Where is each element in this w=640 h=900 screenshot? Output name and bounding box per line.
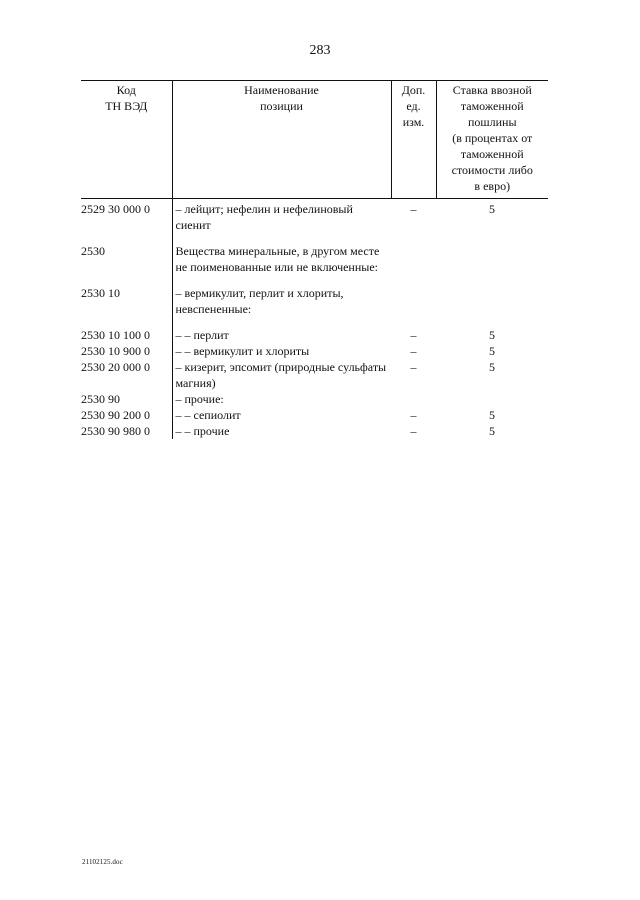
rate-cell bbox=[436, 275, 548, 317]
header-rate: Ставка ввозной таможенной пошлины (в процентах от таможенной стоимости либо в евро) bbox=[436, 81, 548, 199]
name-cell: – вермикулит, перлит и хлориты, невспененные: bbox=[175, 286, 344, 316]
name-cell: – – прочие bbox=[175, 424, 230, 438]
name-cell: – лейцит; нефелин и нефелиновый сиенит bbox=[175, 202, 353, 232]
name-cell: – кизерит, эпсомит (природные сульфаты магния) bbox=[175, 360, 387, 390]
table-row bbox=[81, 317, 548, 343]
rate-cell: 5 bbox=[489, 344, 495, 358]
table-header bbox=[81, 81, 548, 199]
unit-cell: – bbox=[410, 344, 417, 358]
table-row bbox=[81, 275, 548, 317]
tariff-table bbox=[81, 80, 548, 439]
rate-cell: 5 bbox=[489, 408, 495, 422]
unit-cell bbox=[391, 233, 436, 275]
unit-cell: – bbox=[410, 408, 417, 422]
name-cell: – прочие: bbox=[175, 392, 224, 406]
table-row bbox=[81, 359, 548, 391]
code-cell: 2530 90 bbox=[81, 391, 172, 407]
rate-cell: 5 bbox=[489, 360, 495, 374]
rate-cell bbox=[436, 391, 548, 407]
header-code: Код ТН ВЭД bbox=[81, 81, 172, 199]
unit-cell bbox=[391, 391, 436, 407]
header-unit: Доп. ед. изм. bbox=[391, 81, 436, 199]
code-cell: 2530 20 000 0 bbox=[81, 359, 172, 391]
name-cell: – – вермикулит и хлориты bbox=[175, 344, 310, 358]
code-cell: 2530 10 100 0 bbox=[81, 317, 172, 343]
rate-cell: 5 bbox=[489, 328, 495, 342]
document-filename: 21102125.doc bbox=[82, 858, 123, 866]
rate-cell bbox=[436, 233, 548, 275]
table-row bbox=[81, 423, 548, 439]
table-row bbox=[81, 199, 548, 234]
page-number: 283 bbox=[309, 43, 331, 58]
table-body bbox=[81, 199, 548, 440]
unit-cell: – bbox=[410, 202, 417, 216]
code-cell: 2530 10 bbox=[81, 275, 172, 317]
code-cell: 2529 30 000 0 bbox=[81, 199, 172, 234]
name-cell: Вещества минеральные, в другом месте не поименованные или не включенные: bbox=[175, 244, 380, 274]
rate-cell: 5 bbox=[489, 202, 495, 216]
code-cell: 2530 90 200 0 bbox=[81, 407, 172, 423]
table-row bbox=[81, 391, 548, 407]
name-cell: – – перлит bbox=[175, 328, 229, 342]
table-row bbox=[81, 233, 548, 275]
unit-cell: – bbox=[410, 360, 417, 374]
code-cell: 2530 10 900 0 bbox=[81, 343, 172, 359]
code-cell: 2530 bbox=[81, 233, 172, 275]
rate-cell: 5 bbox=[489, 424, 495, 438]
unit-cell: – bbox=[410, 424, 417, 438]
unit-cell: – bbox=[410, 328, 417, 342]
header-name: Наименование позиции bbox=[172, 81, 391, 199]
table-row bbox=[81, 407, 548, 423]
name-cell: – – сепиолит bbox=[175, 408, 241, 422]
table-row bbox=[81, 343, 548, 359]
code-cell: 2530 90 980 0 bbox=[81, 423, 172, 439]
unit-cell bbox=[391, 275, 436, 317]
